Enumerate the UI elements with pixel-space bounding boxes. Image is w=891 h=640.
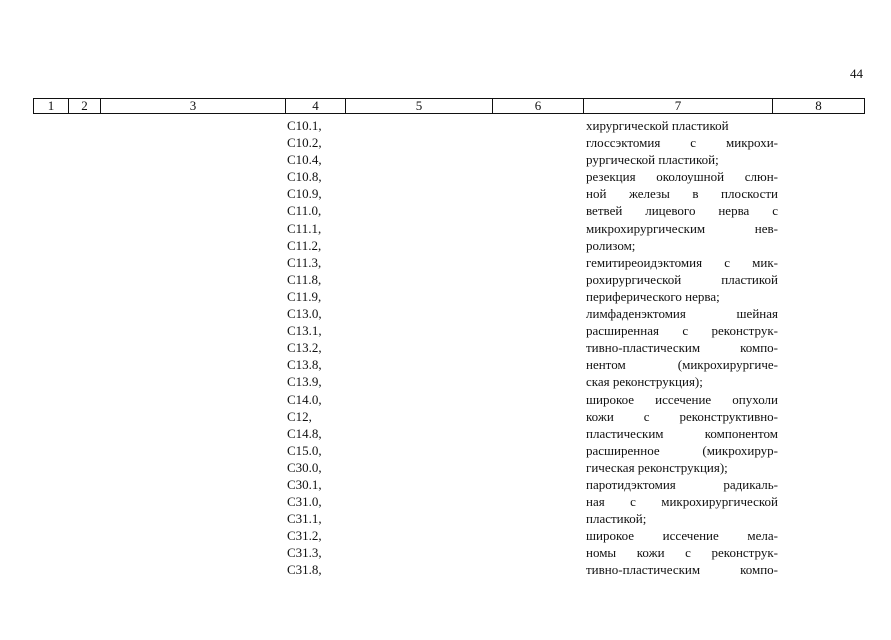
icd-codes-column: [287, 117, 357, 579]
header-col-8: 8: [773, 99, 865, 114]
header-col-3: 3: [101, 99, 286, 114]
method-line: тивно-пластическим компо-: [586, 562, 778, 578]
icd-code: C11.1,: [287, 220, 322, 236]
header-col-2: 2: [69, 99, 101, 114]
icd-code: C11.3,: [287, 254, 322, 270]
icd-code: C13.8,: [287, 357, 322, 373]
icd-code: C30.1,: [287, 476, 322, 492]
method-line: пластикой;: [586, 511, 647, 527]
method-line: гемитиреоидэктомия с мик-: [586, 254, 778, 270]
table-header: [33, 98, 865, 114]
icd-code: C15.0,: [287, 442, 322, 458]
method-line: гическая реконструкция);: [586, 459, 728, 475]
page-number: 44: [850, 66, 863, 81]
method-line: хирургической пластикой: [586, 118, 729, 133]
icd-code: C11.2,: [287, 237, 322, 253]
icd-code: C13.2,: [287, 340, 322, 356]
header-row: [34, 99, 865, 114]
method-line: периферического нерва;: [586, 288, 720, 304]
icd-code: C14.0,: [287, 391, 322, 407]
icd-code: C31.2,: [287, 528, 322, 544]
header-col-5: 5: [346, 99, 493, 114]
method-line: рохирургической пластикой: [586, 271, 778, 287]
icd-code: C11.9,: [287, 288, 322, 304]
method-line: пластическим компонентом: [586, 425, 778, 441]
method-line: резекция околоушной слюн-: [586, 169, 778, 185]
header-col-4: 4: [286, 99, 346, 114]
icd-code: C10.1,: [287, 118, 322, 133]
method-line: ская реконструкция);: [586, 374, 703, 390]
icd-code: C13.9,: [287, 374, 322, 390]
method-line: глоссэктомия с микрохи-: [586, 135, 778, 151]
method-line: номы кожи с реконструк-: [586, 545, 778, 561]
icd-code: C31.3,: [287, 545, 322, 561]
icd-code: C12,: [287, 408, 312, 424]
method-line: лимфаденэктомия шейная: [586, 306, 778, 322]
icd-code: C31.1,: [287, 511, 322, 527]
method-line: ной железы в плоскости: [586, 186, 778, 202]
icd-code: C11.8,: [287, 271, 322, 287]
treatment-methods-column: [586, 117, 778, 579]
icd-code: C10.9,: [287, 186, 322, 202]
header-col-1: 1: [34, 99, 69, 114]
method-line: микрохирургическим нев-: [586, 220, 778, 236]
icd-code: C10.2,: [287, 135, 322, 151]
method-line: паротидэктомия радикаль-: [586, 476, 778, 492]
header-col-6: 6: [493, 99, 584, 114]
icd-code: C30.0,: [287, 459, 322, 475]
method-line: широкое иссечение мела-: [586, 528, 778, 544]
icd-code: C11.0,: [287, 203, 322, 219]
method-line: рургической пластикой;: [586, 152, 719, 168]
method-line: ролизом;: [586, 237, 636, 253]
icd-code: C10.8,: [287, 169, 322, 185]
method-line: тивно-пластическим компо-: [586, 340, 778, 356]
method-line: расширенное (микрохирур-: [586, 442, 778, 458]
icd-code: C13.0,: [287, 306, 322, 322]
icd-code: C14.8,: [287, 425, 322, 441]
method-line: расширенная с реконструк-: [586, 323, 778, 339]
header-col-7: 7: [584, 99, 773, 114]
icd-code: C31.8,: [287, 562, 322, 578]
method-line: ветвей лицевого нерва с: [586, 203, 778, 219]
method-line: широкое иссечение опухоли: [586, 391, 778, 407]
method-line: ная с микрохирургической: [586, 494, 778, 510]
icd-code: C13.1,: [287, 323, 322, 339]
method-line: кожи с реконструктивно-: [586, 408, 778, 424]
icd-code: C10.4,: [287, 152, 322, 168]
icd-code: C31.0,: [287, 494, 322, 510]
method-line: нентом (микрохирургиче-: [586, 357, 778, 373]
